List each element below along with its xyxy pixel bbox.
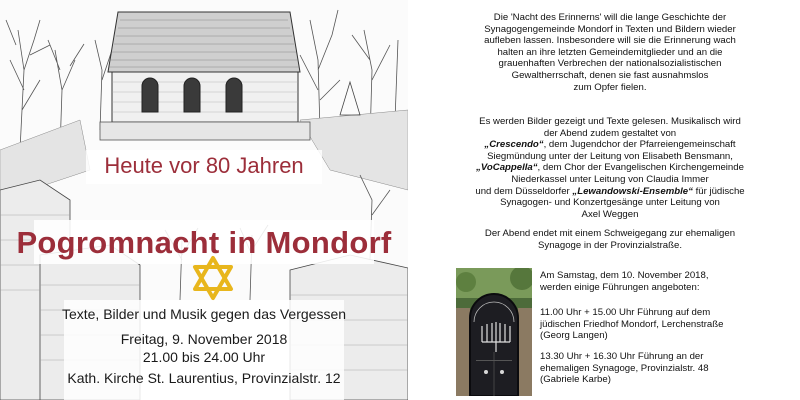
text-line: Niederkassel unter Leitung von Claudia Immer bbox=[511, 173, 709, 185]
music-paragraph bbox=[430, 116, 790, 220]
text-line: Synagogengemeinde Mondorf in Texten und Bildern wieder bbox=[484, 23, 736, 35]
intro-paragraph bbox=[430, 12, 790, 93]
text-line: jüdischen Friedhof Mondorf, Lerchenstraße bbox=[540, 318, 724, 330]
text-line: halten an ihre letzten Gemeindemitglieder und an die bbox=[497, 46, 723, 58]
text-line: aufleben lassen. Insbesondere will sie die Erinnerung wach bbox=[484, 35, 736, 47]
text-line: grauenhaften Verbrechen der nationalsozialistischen bbox=[498, 58, 722, 70]
tour-synagogue bbox=[540, 351, 780, 386]
poster-headline-anniversary: Heute vor 80 Jahren bbox=[104, 153, 304, 178]
closing-paragraph bbox=[430, 228, 790, 251]
text-line bbox=[430, 162, 790, 174]
text-line: Synagoge in der Provinzialstraße. bbox=[538, 239, 682, 251]
text-line: (Gabriele Karbe) bbox=[540, 374, 611, 386]
text-line: Am Samstag, dem 10. November 2018, bbox=[540, 270, 709, 281]
text-line: Die 'Nacht des Erinnerns' will die lange Geschichte der bbox=[493, 12, 727, 23]
text-fragment: und dem Düsseldorfer bbox=[475, 185, 573, 197]
poster-time: 21.00 bis 24.00 Uhr bbox=[142, 349, 266, 365]
cemetery-gate-photo bbox=[456, 268, 532, 396]
poster-headline-title: Pogromnacht in Mondorf bbox=[16, 225, 392, 260]
text-line: der Abend zudem gestaltet von bbox=[543, 127, 677, 139]
poster-subtitle: Texte, Bilder und Musik gegen das Vergessen bbox=[61, 306, 347, 322]
text-line: (Georg Langen) bbox=[540, 330, 608, 342]
text-line: Der Abend endet mit einem Schweigegang zur ehemaligen bbox=[484, 228, 736, 239]
text-line: Gewaltherrschaft, denen sie fast ausnahmslos bbox=[511, 69, 709, 81]
text-line: Synagogen- und Konzertgesänge unter Leitung von bbox=[500, 197, 720, 209]
choir-name-vocappella: „VoCappella“ bbox=[476, 162, 538, 174]
text-fragment: , dem Jugendchor der Pfarreiengemeinschaft bbox=[543, 139, 736, 151]
text-line: ehemaligen Synagoge, Provinzialstr. 48 bbox=[540, 362, 709, 374]
tours-intro bbox=[540, 270, 780, 293]
poster-date: Freitag, 9. November 2018 bbox=[120, 331, 288, 347]
text-line: 13.30 Uhr + 16.30 Uhr Führung an der bbox=[540, 351, 704, 362]
ensemble-name-lewandowski: „Lewandowski-Ensemble“ bbox=[572, 185, 693, 197]
text-line bbox=[430, 186, 790, 198]
choir-name-crescendo: „Crescendo“ bbox=[484, 139, 544, 151]
tour-cemetery bbox=[540, 307, 780, 342]
text-line: zum Opfer fielen. bbox=[573, 81, 647, 93]
text-fragment: , dem Chor der Evangelischen Kirchengemeinde bbox=[537, 162, 744, 174]
text-line: werden einige Führungen angeboten: bbox=[540, 281, 700, 293]
star-of-david-icon bbox=[190, 255, 236, 301]
text-line: Axel Weggen bbox=[581, 208, 639, 220]
text-line bbox=[430, 139, 790, 151]
text-line: 11.00 Uhr + 15.00 Uhr Führung auf dem bbox=[540, 307, 711, 318]
text-line: Siegmündung unter der Leitung von Elisabeth Bensmann, bbox=[487, 150, 733, 162]
text-line: Es werden Bilder gezeigt und Texte gelesen. Musikalisch wird bbox=[479, 116, 741, 127]
poster-venue: Kath. Kirche St. Laurentius, Provinzialstr. 12 bbox=[67, 370, 341, 386]
text-fragment: für jüdische bbox=[692, 185, 745, 197]
